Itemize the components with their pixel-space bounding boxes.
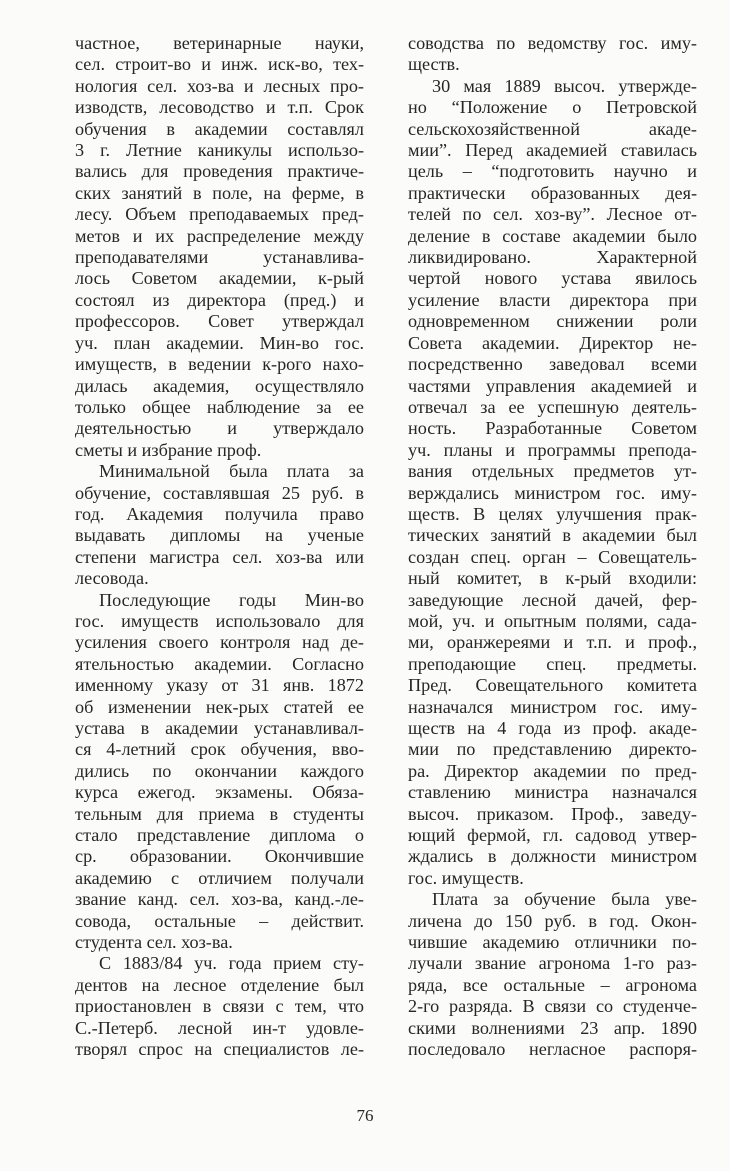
text-line: одновременном снижении роли [408, 311, 697, 332]
text-line: дились по окончании каждого [75, 760, 364, 781]
text-line: профессоров. Совет утверждал [75, 311, 364, 332]
page-number: 76 [356, 1106, 374, 1125]
text-line: 3 г. Летние каникулы использо- [75, 140, 364, 161]
text-line: заведующие лесной дачей, фер- [408, 589, 697, 610]
text-line: цель – “подготовить научно и [408, 161, 697, 182]
text-line: ставлению министра назначался [408, 782, 697, 803]
text-line: тических занятий в академии был [408, 525, 697, 546]
text-line: сел. строит-во и инж. иск-во, тех- [75, 54, 364, 75]
text-line: частное, ветеринарные науки, [75, 33, 364, 53]
text-line: имуществ, в ведении к-рого нахо- [75, 354, 364, 375]
paragraph [75, 953, 364, 1060]
text-line: 2-го разряда. В связи со студенче- [408, 996, 697, 1017]
paragraph [75, 33, 364, 461]
text-line: ществ на 4 года из проф. акаде- [408, 718, 697, 738]
paragraph [408, 76, 697, 889]
text-line: частями управления академией и [408, 375, 697, 396]
text-line: ятельностью академии. Согласно [75, 653, 364, 674]
text-line: приостановлен в связи с тем, что [75, 996, 364, 1017]
text-line: выдавать дипломы на ученые [75, 525, 364, 546]
text-line: ющий фермой, гл. садовод утвер- [408, 825, 697, 846]
text-line: назначался министром гос. иму- [408, 696, 697, 717]
text-line: ср. образовании. Окончившие [75, 846, 364, 867]
text-line: мой, уч. и опытным полями, сада- [408, 610, 697, 631]
text-line: последовало негласное распоря- [408, 1039, 697, 1060]
paragraph [75, 461, 364, 589]
text-line: тельным для приема в студенты [75, 803, 364, 824]
text-line: совода, остальные – действит. [75, 910, 364, 931]
text-line: ских занятий в поле, на ферме, в [75, 182, 364, 203]
text-line: об изменении нек-рых статей ее [75, 696, 364, 717]
text-line: скими волнениями 23 апр. 1890 [408, 1017, 697, 1038]
text-line: дентов на лесное отделение был [75, 974, 364, 995]
text-line: ми, оранжереями и т.п. и проф., [408, 632, 697, 653]
text-line: высоч. приказом. Проф., заведу- [408, 803, 697, 824]
text-line: степени магистра сел. хоз-ва или [75, 546, 364, 567]
paragraph [408, 33, 697, 76]
paragraph [75, 590, 364, 954]
text-line: только общее наблюдение за ее [75, 396, 364, 417]
text-line: состоял из директора (пред.) и [75, 289, 364, 310]
left-text-column [75, 33, 364, 1061]
text-line: усиления своего контроля над де- [75, 632, 364, 653]
text-line: творял спрос на специалистов ле- [75, 1039, 364, 1060]
text-line: чившие академию отличники по- [408, 932, 697, 953]
text-line: ся 4-летний срок обучения, вво- [75, 739, 364, 760]
text-line: усиление власти директора при [408, 289, 697, 310]
text-line: мии по представлению директо- [408, 739, 697, 760]
text-line: обучение, составлявшая 25 руб. в [75, 482, 364, 503]
text-line: практически образованных дея- [408, 182, 697, 203]
text-line: телей по сел. хоз-ву”. Лесное от- [408, 204, 697, 225]
paragraph [408, 889, 697, 1060]
text-line: лучали звание агронома 1-го раз- [408, 953, 697, 974]
text-line: обучения в академии составлял [75, 118, 364, 139]
text-line: сметы и избрание проф. [75, 439, 262, 460]
text-line: академию с отличием получали [75, 867, 364, 888]
text-line: С.-Петерб. лесной ин-т удовле- [75, 1017, 364, 1038]
text-line: отвечал за ее успешную деятель- [408, 396, 697, 417]
text-line: ликвидировано. Характерной [408, 247, 697, 268]
text-line: вания отдельных предметов ут- [408, 461, 697, 482]
text-line: ждались в должности министром [408, 846, 697, 867]
text-line: чертой нового устава явилось [408, 268, 697, 289]
text-line: стало представление диплома о [75, 825, 364, 846]
text-line: преподавателями устанавлива- [75, 247, 364, 268]
text-line: год. Академия получила право [75, 503, 364, 524]
text-line: лесовода. [75, 568, 149, 589]
text-line: уч. планы и программы препода- [408, 439, 697, 460]
text-line: метов и их распределение между [75, 225, 364, 246]
text-line: создан спец. орган – Совещатель- [408, 546, 697, 567]
text-line: гос. имуществ. [408, 867, 524, 888]
text-line: посредственно заведовал всеми [408, 354, 697, 375]
text-line: преподающие спец. предметы. [408, 653, 697, 674]
text-line: Плата за обучение была уве- [432, 889, 697, 910]
text-line: устава в академии устанавливал- [75, 718, 364, 738]
text-line: Пред. Совещательного комитета [408, 675, 697, 696]
text-line: мии”. Перед академией ставилась [408, 140, 697, 161]
text-line: ный комитет, в к-рый входили: [408, 568, 697, 589]
text-line: вались для проведения практиче- [75, 161, 364, 182]
text-line: личена до 150 руб. в год. Окон- [408, 910, 697, 931]
text-line: деятельностью и утверждало [75, 418, 364, 439]
text-line: ра. Директор академии по пред- [408, 760, 697, 781]
right-text-column [408, 33, 697, 1061]
text-line: ществ. В целях улучшения прак- [408, 503, 697, 524]
text-line: курса ежегод. экзамены. Обяза- [75, 782, 364, 803]
text-line: ществ. [408, 54, 460, 75]
text-line: соводства по ведомству гос. иму- [408, 33, 697, 53]
text-line: деление в составе академии было [408, 225, 697, 246]
text-line: Минимальной была плата за [99, 461, 364, 482]
text-line: гос. имуществ использовало для [75, 610, 364, 631]
text-line: но “Положение о Петровской [408, 97, 697, 118]
text-line: нология сел. хоз-ва и лесных про- [75, 75, 364, 96]
text-line: сельскохозяйственной акаде- [408, 118, 697, 139]
text-line: дилась академия, осуществляло [75, 375, 364, 396]
text-line: звание канд. сел. хоз-ва, канд.-ле- [75, 889, 364, 910]
text-line: уч. план академии. Мин-во гос. [75, 332, 364, 353]
text-line: ряда, все остальные – агронома [408, 974, 697, 995]
text-line: верждались министром гос. иму- [408, 482, 697, 503]
text-line: лось Советом академии, к-рый [75, 268, 364, 289]
text-line: 30 мая 1889 высоч. утвержде- [432, 75, 697, 96]
text-line: Последующие годы Мин-во [99, 589, 364, 610]
text-line: лесу. Объем преподаваемых пред- [75, 204, 364, 225]
text-line: студента сел. хоз-ва. [75, 932, 233, 953]
text-line: ность. Разработанные Советом [408, 418, 697, 439]
text-line: С 1883/84 уч. года прием сту- [99, 953, 364, 974]
text-line: Совета академии. Директор не- [408, 332, 697, 353]
text-line: именному указу от 31 янв. 1872 [75, 675, 364, 696]
text-line: изводств, лесоводство и т.п. Срок [75, 97, 364, 118]
